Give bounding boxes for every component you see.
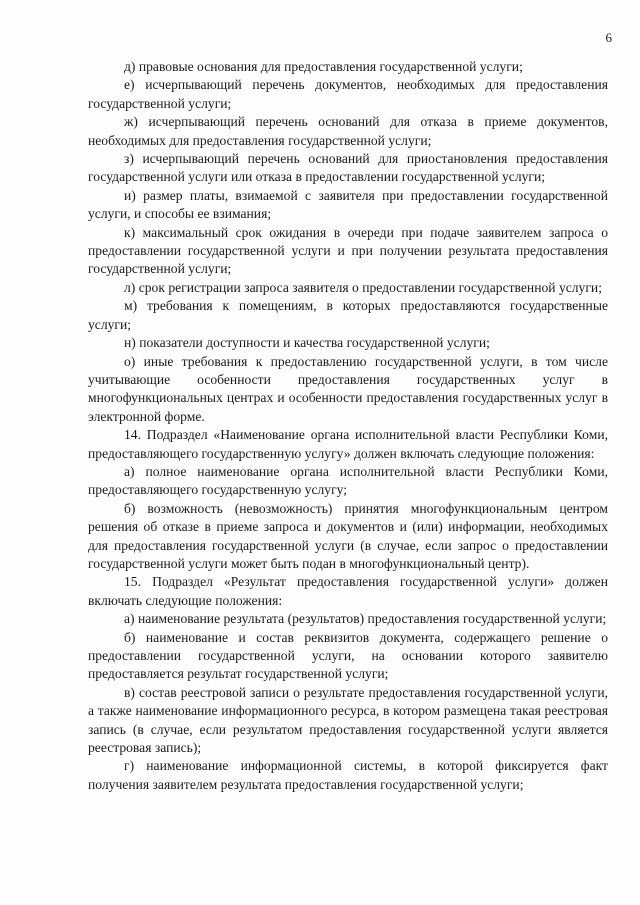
paragraph-e: е) исчерпывающий перечень документов, необходимых для предоставления государственной услуги; [88, 77, 608, 111]
page-number: 6 [605, 30, 612, 45]
section-14-item-a: а) полное наименование органа исполнительной власти Республики Коми, предоставляющего государственную услугу; [88, 463, 608, 498]
section-15-heading: 15. Подраздел «Результат предоставления государственной услуги» должен включать следующие положения: [88, 574, 608, 608]
section-15-item-g: г) наименование информационной системы, в которой фиксируется факт получения заявителем результата предоставления государственной услуги; [88, 758, 608, 792]
paragraph-z: з) исчерпывающий перечень оснований для приостановления предоставления государственной услуги или отказа в предоставлении государственной услуги; [88, 151, 608, 185]
section-15-item-b: б) наименование и состав реквизитов документа, содержащего решение о предоставлении государственной услуги, на основании которого заявителю предоставляется результат государственной услуги; [88, 629, 608, 682]
paragraph-i: и) размер платы, взимаемой с заявителя при предоставлении государственной услуги, и способы ее взимания; [88, 187, 608, 222]
section-14-item-b: б) возможность (невозможность) принятия многофункциональным центром решения об отказе в приеме запроса и документов и (или) информации, необходимых для предоставления государственной услуги (в случае, если запрос о предоставлении государственной услуги может быть подан в многофункциональный центр). [88, 500, 608, 571]
paragraph-zh: ж) исчерпывающий перечень оснований для отказа в приеме документов, необходимых для предоставления государственной услуги; [88, 114, 608, 148]
section-15-item-v: в) состав реестровой записи о результате предоставления государственной услуги, а также наименование информационного ресурса, в котором размещена такая реестровая запись (в случае, если результатом предоставления государственной услуги является реестровая запись); [88, 684, 608, 756]
section-15-item-a: а) наименование результата (результатов) предоставления государственной услуги; [124, 611, 607, 627]
paragraph-l: л) срок регистрации запроса заявителя о предоставлении государственной услуги; [124, 279, 602, 295]
paragraph-n: н) показатели доступности и качества государственной услуги; [124, 335, 490, 351]
paragraph-d: д) правовые основания для предоставления государственной услуги; [124, 59, 523, 74]
document-body [88, 58, 608, 794]
section-14-heading: 14. Подраздел «Наименование органа исполнительной власти Республики Коми, предоставляющего государственную услугу» должен включать следующие положения: [88, 427, 608, 461]
paragraph-m: м) требования к помещениям, в которых предоставляются государственные услуги; [88, 298, 608, 332]
paragraph-o: о) иные требования к предоставлению государственной услуги, в том числе учитывающие особенности предоставления государственных услуг в многофункциональных центрах и особенности предоставления государственных услуг в электронной форме. [88, 353, 608, 424]
paragraph-k: к) максимальный срок ожидания в очереди при подаче заявителем запроса о предоставлении государственной услуги и при получении результата предоставления государственной услуги; [88, 224, 608, 277]
